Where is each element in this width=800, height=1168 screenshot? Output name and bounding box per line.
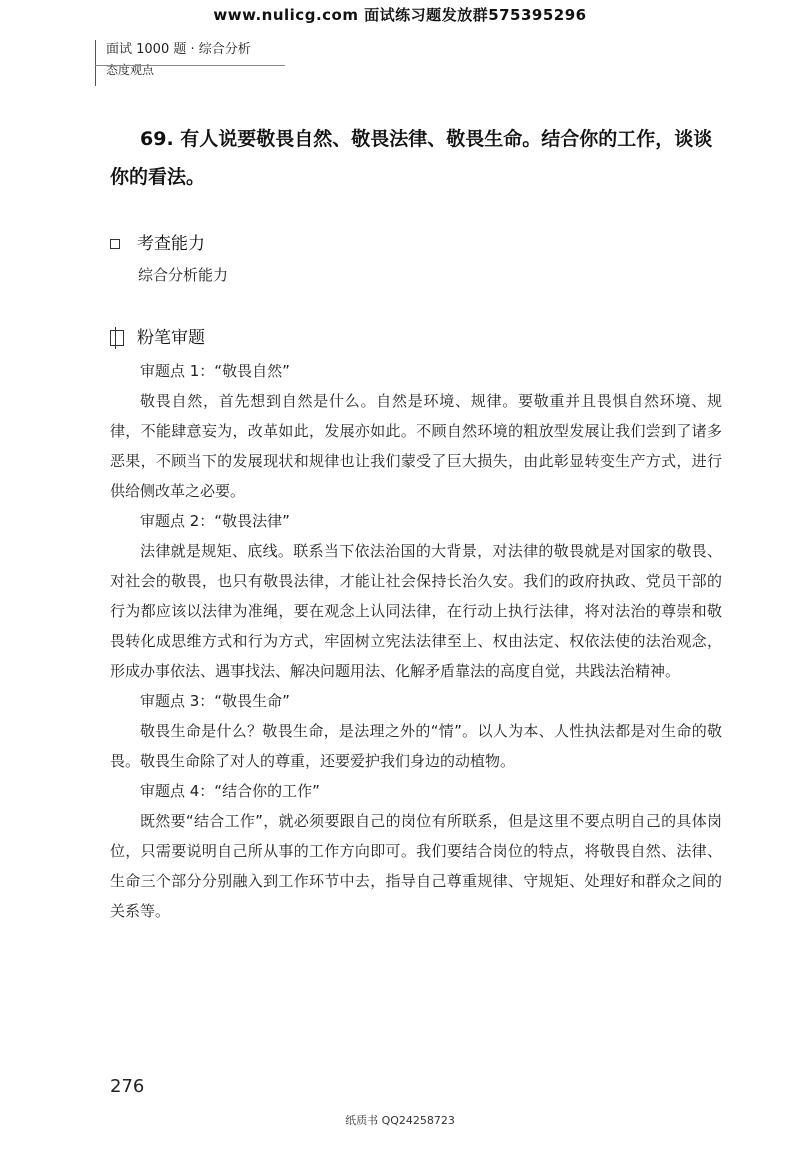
page-number: 276 [110, 1076, 145, 1097]
point-paragraph: 敬畏生命是什么？敬畏生命，是法理之外的“情”。以人为本、人性执法都是对生命的敬畏。敬畏生命除了对人的尊重，还要爱护我们身边的动植物。 [110, 722, 722, 770]
bottom-watermark: 纸质书 QQ24258723 [345, 1114, 455, 1127]
book-title: 面试 1000 题 · 综合分析 [106, 42, 251, 57]
square-bullet-icon [110, 239, 120, 249]
point-title: 审题点 1：“敬畏自然” [140, 362, 290, 380]
top-watermark: www.nulicg.com 面试练习题发放群575395296 [213, 6, 587, 24]
ability-content: 综合分析能力 [138, 266, 229, 284]
point-title: 审题点 4：“结合你的工作” [140, 782, 320, 800]
chapter-title: 态度观点 [106, 63, 155, 77]
running-head [95, 40, 251, 86]
point-title: 审题点 2：“敬畏法律” [140, 512, 290, 530]
pen-icon [110, 330, 124, 346]
point-title: 审题点 3：“敬畏生命” [140, 692, 290, 710]
ability-section-heading [110, 232, 205, 256]
analysis-body [110, 356, 722, 926]
point-paragraph: 敬畏自然，首先想到自然是什么。自然是环境、规律。要敬重并且畏惧自然环境、规律，不能肆意妄为，改革如此，发展亦如此。不顾自然环境的粗放型发展让我们尝到了诸多恶果，不顾当下的发展现状和规律也让我们蒙受了巨大损失，由此彰显转变生产方式，进行供给侧改革之必要。 [110, 392, 722, 500]
analysis-section-title: 粉笔审题 [137, 328, 205, 348]
ability-section-title: 考查能力 [137, 234, 205, 254]
header-divider [95, 65, 285, 66]
point-paragraph: 既然要“结合工作”，就必须要跟自己的岗位有所联系，但是这里不要点明自己的具体岗位，只需要说明自己所从事的工作方向即可。我们要结合岗位的特点，将敬畏自然、法律、生命三个部分分别融入到工作环节中去，指导自己尊重规律、守规矩、处理好和群众之间的关系等。 [110, 812, 722, 920]
point-paragraph: 法律就是规矩、底线。联系当下依法治国的大背景，对法律的敬畏就是对国家的敬畏、对社会的敬畏，也只有敬畏法律，才能让社会保持长治久安。我们的政府执政、党员干部的行为都应该以法律为准绳，要在观念上认同法律，在行动上执行法律，将对法治的尊崇和敬畏转化成思维方式和行为方式，牢固树立宪法法律至上、权由法定、权依法使的法治观念，形成办事依法、遇事找法、解决问题用法、化解矛盾靠法的高度自觉，共践法治精神。 [110, 542, 722, 680]
analysis-section-heading [110, 326, 205, 350]
question-heading: 69. 有人说要敬畏自然、敬畏法律、敬畏生命。结合你的工作，谈谈你的看法。 [110, 128, 713, 188]
